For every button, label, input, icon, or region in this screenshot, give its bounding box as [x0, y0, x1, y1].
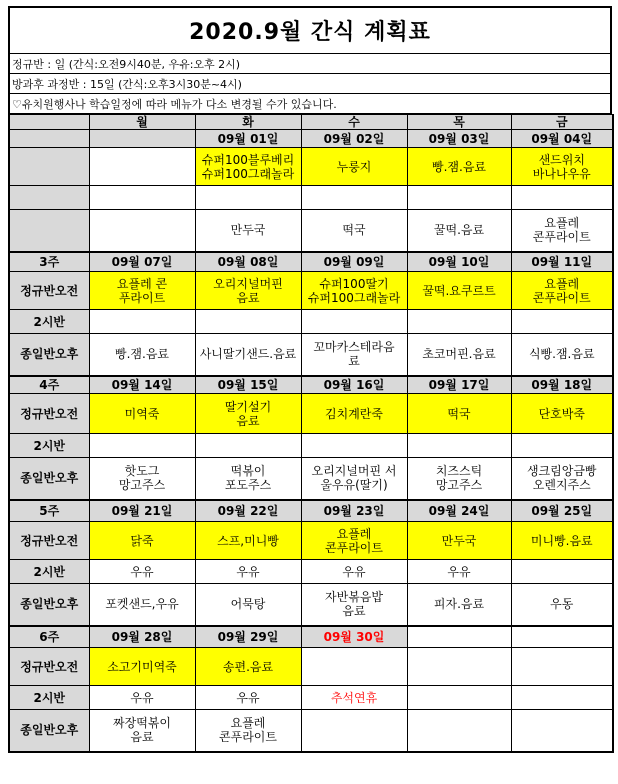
menu-cell [301, 710, 407, 752]
menu-cell: 빵.잼.음료 [89, 334, 195, 376]
week4-am-row [9, 522, 613, 560]
row-label: 종일반오후 [9, 584, 89, 626]
row-label: 2시반 [9, 560, 89, 584]
menu-cell [195, 434, 301, 458]
week-label: 5주 [9, 500, 89, 522]
row-label [9, 186, 89, 210]
week5-date-row [9, 626, 613, 648]
date-cell: 09월 09일 [301, 252, 407, 272]
week-label: 4주 [9, 376, 89, 394]
date-cell: 09월 15일 [195, 376, 301, 394]
week-label: 3주 [9, 252, 89, 272]
date-cell: 09월 18일 [511, 376, 613, 394]
menu-cell: 슈퍼100블루베리 슈퍼100그래놀라 [195, 148, 301, 186]
row-label: 정규반오전 [9, 394, 89, 434]
menu-cell: 우유 [195, 686, 301, 710]
menu-cell: 김치계란죽 [301, 394, 407, 434]
menu-cell: 오리지널머핀 서 울우유(딸기) [301, 458, 407, 500]
menu-cell: 요플레 콘푸라이트 [511, 272, 613, 310]
menu-cell: 송편.음료 [195, 648, 301, 686]
week3-am-row [9, 394, 613, 434]
menu-cell: 치즈스틱 망고주스 [407, 458, 511, 500]
menu-cell: 요플레 콘푸라이트 [301, 522, 407, 560]
menu-cell: 우동 [511, 584, 613, 626]
date-cell: 09월 17일 [407, 376, 511, 394]
week2-allday-row [9, 334, 613, 376]
row-label: 2시반 [9, 434, 89, 458]
week4-pm2-row [9, 560, 613, 584]
week5-am-row [9, 648, 613, 686]
menu-cell: 우유 [89, 560, 195, 584]
menu-cell [301, 310, 407, 334]
week-label: 6주 [9, 626, 89, 648]
menu-cell [301, 434, 407, 458]
menu-cell [511, 648, 613, 686]
menu-cell: 짜장떡볶이 음료 [89, 710, 195, 752]
snack-table [8, 114, 614, 753]
menu-cell: 누룽지 [301, 148, 407, 186]
date-cell: 09월 10일 [407, 252, 511, 272]
week1-allday-row [9, 210, 613, 252]
week5-allday-row [9, 710, 613, 752]
date-cell: 09월 01일 [195, 130, 301, 148]
menu-cell [89, 148, 195, 186]
week1-am-row [9, 148, 613, 186]
row-label: 정규반오전 [9, 522, 89, 560]
menu-cell [407, 186, 511, 210]
menu-cell [511, 560, 613, 584]
menu-cell: 어묵탕 [195, 584, 301, 626]
date-cell: 09월 28일 [89, 626, 195, 648]
row-label [9, 210, 89, 252]
week1-date-row [9, 130, 613, 148]
date-cell: 09월 24일 [407, 500, 511, 522]
menu-cell: 닭죽 [89, 522, 195, 560]
menu-cell [511, 186, 613, 210]
row-label [9, 148, 89, 186]
day-header: 목 [407, 115, 511, 130]
date-cell: 09월 23일 [301, 500, 407, 522]
holiday-date-cell: 09월 30일 [301, 626, 407, 648]
menu-cell: 우유 [89, 686, 195, 710]
menu-cell: 떡볶이 포도주스 [195, 458, 301, 500]
date-cell: 09월 08일 [195, 252, 301, 272]
date-cell: 09월 29일 [195, 626, 301, 648]
row-label: 정규반오전 [9, 272, 89, 310]
menu-cell: 떡국 [407, 394, 511, 434]
date-cell [89, 130, 195, 148]
menu-cell: 빵.잼.음료 [407, 148, 511, 186]
menu-cell: 스프,미니빵 [195, 522, 301, 560]
menu-cell: 요플레 콘푸라이트 [511, 210, 613, 252]
menu-cell: 요플레 콘 푸라이트 [89, 272, 195, 310]
week1-pm2-row [9, 186, 613, 210]
row-label: 종일반오후 [9, 458, 89, 500]
date-cell: 09월 25일 [511, 500, 613, 522]
week-label [9, 130, 89, 148]
menu-cell: 생크림앙금빵 오렌지주스 [511, 458, 613, 500]
date-cell: 09월 21일 [89, 500, 195, 522]
menu-cell [511, 310, 613, 334]
menu-cell: 만두국 [195, 210, 301, 252]
menu-cell: 꼬마카스테라음 료 [301, 334, 407, 376]
corner-cell [9, 115, 89, 130]
menu-cell: 슈퍼100딸기 슈퍼100그래놀라 [301, 272, 407, 310]
menu-cell [407, 310, 511, 334]
week4-allday-row [9, 584, 613, 626]
menu-cell: 핫도그 망고주스 [89, 458, 195, 500]
header-row [9, 115, 613, 130]
menu-cell: 샌드위치 바나나우유 [511, 148, 613, 186]
menu-cell: 만두국 [407, 522, 511, 560]
menu-cell [89, 210, 195, 252]
menu-cell: 단호박죽 [511, 394, 613, 434]
menu-cell [407, 710, 511, 752]
menu-cell: 꿀떡.요쿠르트 [407, 272, 511, 310]
week3-date-row [9, 376, 613, 394]
date-cell: 09월 03일 [407, 130, 511, 148]
week3-allday-row [9, 458, 613, 500]
menu-cell: 떡국 [301, 210, 407, 252]
menu-cell [407, 686, 511, 710]
menu-cell [89, 186, 195, 210]
menu-cell: 자반볶음밥 음료 [301, 584, 407, 626]
date-cell: 09월 02일 [301, 130, 407, 148]
note-disclaimer: ♡유치원행사나 학습일정에 따라 메뉴가 다소 변경될 수가 있습니다. [8, 94, 612, 114]
menu-cell: 초코머핀.음료 [407, 334, 511, 376]
holiday-label: 추석연휴 [301, 686, 407, 710]
menu-cell: 소고기미역죽 [89, 648, 195, 686]
date-cell: 09월 11일 [511, 252, 613, 272]
menu-cell: 포켓샌드,우유 [89, 584, 195, 626]
row-label: 2시반 [9, 686, 89, 710]
menu-cell: 우유 [301, 560, 407, 584]
date-cell: 09월 22일 [195, 500, 301, 522]
menu-cell: 피자.음료 [407, 584, 511, 626]
menu-cell [511, 434, 613, 458]
menu-cell [301, 648, 407, 686]
menu-cell: 요플레 콘푸라이트 [195, 710, 301, 752]
menu-cell [407, 648, 511, 686]
week4-date-row [9, 500, 613, 522]
row-label: 종일반오후 [9, 334, 89, 376]
date-cell: 09월 07일 [89, 252, 195, 272]
menu-cell: 식빵.잼.음료 [511, 334, 613, 376]
menu-cell: 미역죽 [89, 394, 195, 434]
date-cell [511, 626, 613, 648]
menu-cell [511, 686, 613, 710]
week3-pm2-row [9, 434, 613, 458]
day-header: 화 [195, 115, 301, 130]
menu-cell [301, 186, 407, 210]
week2-pm2-row [9, 310, 613, 334]
menu-cell: 오리지널머핀 음료 [195, 272, 301, 310]
menu-cell: 미니빵.음료 [511, 522, 613, 560]
row-label: 정규반오전 [9, 648, 89, 686]
row-label: 종일반오후 [9, 710, 89, 752]
menu-cell: 우유 [407, 560, 511, 584]
page-title: 2020.9월 간식 계획표 [8, 6, 612, 54]
menu-cell [195, 186, 301, 210]
note-regular: 정규반 : 일 (간식:오전9시40분, 우유:오후 2시) [8, 54, 612, 74]
snack-plan-sheet [8, 6, 612, 753]
menu-cell: 우유 [195, 560, 301, 584]
menu-cell [195, 310, 301, 334]
date-cell: 09월 04일 [511, 130, 613, 148]
note-afterschool: 방과후 과정반 : 15일 (간식:오후3시30분~4시) [8, 74, 612, 94]
day-header: 월 [89, 115, 195, 130]
day-header: 수 [301, 115, 407, 130]
menu-cell: 꿀떡.음료 [407, 210, 511, 252]
date-cell: 09월 16일 [301, 376, 407, 394]
menu-cell [89, 310, 195, 334]
date-cell: 09월 14일 [89, 376, 195, 394]
menu-cell [511, 710, 613, 752]
day-header: 금 [511, 115, 613, 130]
week5-pm2-row [9, 686, 613, 710]
row-label: 2시반 [9, 310, 89, 334]
week2-am-row [9, 272, 613, 310]
menu-cell [407, 434, 511, 458]
date-cell [407, 626, 511, 648]
menu-cell: 딸기설기 음료 [195, 394, 301, 434]
menu-cell: 사니딸기샌드.음료 [195, 334, 301, 376]
menu-cell [89, 434, 195, 458]
week2-date-row [9, 252, 613, 272]
